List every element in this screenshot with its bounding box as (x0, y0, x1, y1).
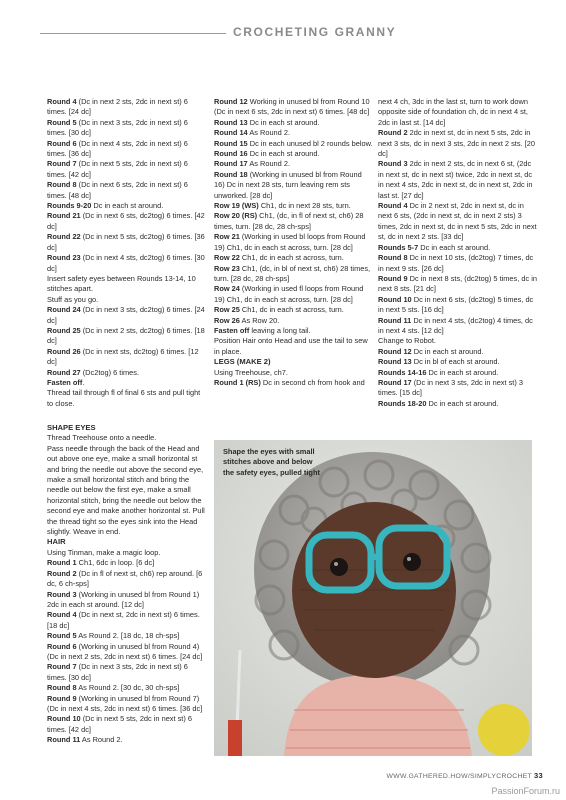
text-column-2 (214, 97, 374, 388)
step-label: Round 13 (378, 357, 412, 367)
pattern-line (47, 433, 207, 443)
pattern-line (47, 201, 207, 211)
pattern-line (214, 368, 374, 378)
step-label: Rounds 9-20 (47, 201, 92, 211)
step-text: Ch1, (dc, in fl of next st, ch6) 28 times, turn. [28 dc, 28 ch-sps] (214, 211, 364, 231)
pattern-line (378, 378, 538, 399)
step-label: Round 11 (378, 315, 412, 325)
step-text: As Row 20. (239, 315, 280, 325)
pattern-line (47, 590, 207, 611)
step-label: Round 17 (378, 377, 412, 387)
step-text: (Dc in next 6 sts, 2dc in next st) 6 times. [48 dc] (47, 180, 188, 200)
pattern-line (214, 336, 374, 357)
step-text: Ch1, 6dc in loop. [6 dc] (76, 558, 155, 568)
pattern-line (47, 253, 207, 274)
pattern-line (47, 558, 207, 568)
pattern-line (214, 316, 374, 326)
step-text: As Round 2. [18 dc, 18 ch-sps] (76, 631, 180, 641)
step-label: Round 14 (214, 128, 248, 138)
step-label: Round 10 (47, 714, 81, 724)
pattern-line (214, 326, 374, 336)
step-text: Dc in bl of each st around. (411, 357, 500, 367)
step-text: As Round 2. (80, 735, 123, 745)
page-number: 33 (534, 771, 543, 780)
pattern-line (214, 211, 374, 232)
step-text: Dc in next 8 sts, (dc2tog) 5 times, dc in next 8 sts. [21 dc] (378, 273, 537, 294)
step-text: (Dc in next 2 sts, dc2tog) 6 times. [18 dc] (47, 325, 205, 346)
pattern-line (47, 326, 207, 347)
step-text: (Working in used bl loops from Round 19) Ch1, dc in each st across, turn. [28 dc] (214, 232, 366, 252)
pattern-line (47, 735, 207, 745)
pattern-line (378, 97, 538, 128)
step-text: Dc in 2 next st, 2dc in next st, dc in next 6 sts, (2dc in next st, dc in next 2 sts) 3 times, 2dc in next st, dc in next 5 sts, 2dc in next st, dc in next 2 sts. [33 dc] (378, 201, 537, 242)
step-text: (Dc in fl of next st, ch6) rep around. [6 dc, 6 ch-sps] (47, 568, 203, 589)
step-text: (Working in unused bl from Round 4) (Dc in next 2 sts, 2dc in next st) 6 times. [24 dc] (47, 641, 203, 661)
pattern-line (47, 610, 207, 631)
step-text: (Dc in next sts, dc2tog) 6 times. [12 dc] (47, 346, 199, 367)
step-label: Round 8 (378, 253, 408, 263)
pattern-line (47, 368, 207, 378)
step-text: Dc in each st around. (426, 398, 499, 408)
step-label: Round 24 (47, 305, 81, 315)
step-text: . (82, 377, 85, 387)
step-text: Dc in next 4 sts, (dc2tog) 4 times, dc in next 4 sts. [12 dc] (378, 315, 533, 335)
step-label: Round 7 (47, 159, 77, 169)
pattern-line (47, 347, 207, 368)
pattern-line (214, 97, 374, 118)
pattern-line (47, 180, 207, 201)
pattern-line (378, 128, 538, 159)
step-text: next 4 ch, 3dc in the last st, turn to work down opposite side of foundation ch, dc in next 4 st, 2dc in last st. [14 dc] (378, 97, 528, 127)
watermark: PassionForum.ru (491, 786, 560, 796)
pattern-line (47, 631, 207, 641)
step-label: Round 1 (47, 558, 77, 568)
step-label: Round 4 (47, 97, 77, 106)
pattern-line (214, 201, 374, 211)
step-label: Round 12 (378, 346, 412, 356)
step-text: Dc in next 10 sts, (dc2tog) 7 times, dc in next 9 sts. [26 dc] (378, 253, 534, 273)
footer-url: WWW.GATHERED.HOW/SIMPLYCROCHET (386, 773, 532, 780)
step-text: Ch1, dc in each st across, turn. (239, 305, 344, 315)
step-text: Ch1, dc in each st across, turn. (239, 253, 344, 263)
pattern-line (214, 305, 374, 315)
step-text: (Dc in next 5 sts, 2dc in next st) 6 times. [42 dc] (47, 159, 188, 179)
step-text: Insert safety eyes between Rounds 13-14, 10 stitches apart. (47, 273, 196, 294)
step-text: Using Treehouse, ch7. (214, 367, 288, 377)
pattern-line (214, 149, 374, 159)
step-text: Thread Treehouse onto a needle. (47, 433, 157, 443)
text-column-4 (47, 423, 207, 746)
step-label: Round 8 (47, 180, 77, 190)
pattern-line (378, 357, 538, 367)
pattern-line (214, 118, 374, 128)
step-text: Position Hair onto Head and use the tail to sew in place. (214, 336, 368, 356)
step-text: (Dc in next 5 sts, 2dc in next st) 6 times. [42 dc] (47, 714, 192, 734)
step-text: Dc in each st around. (247, 149, 320, 159)
step-text: (Dc in next st, 2dc in next st) 6 times. [18 dc] (47, 610, 200, 630)
step-label: Round 12 (214, 97, 248, 106)
step-text: Stuff as you go. (47, 294, 99, 304)
step-label: Row 21 (214, 232, 240, 242)
step-label: Round 21 (47, 211, 81, 221)
step-label: Round 2 (378, 128, 408, 138)
pattern-line (214, 253, 374, 263)
pattern-line (378, 274, 538, 295)
section-title: CROCHETING GRANNY (233, 25, 397, 39)
pattern-line (378, 368, 538, 378)
section-heading: SHAPE EYES (47, 423, 96, 432)
step-text: 2dc in next st, dc in next 5 sts, 2dc in next 3 sts, dc in next 3 sts, 2dc in next 2 sts. [20 dc] (378, 128, 535, 159)
pattern-line (214, 159, 374, 169)
pattern-line (378, 347, 538, 357)
pattern-line (378, 295, 538, 316)
step-text: As Round 2. (247, 159, 290, 169)
section-heading: HAIR (47, 537, 66, 547)
pattern-line (378, 159, 538, 201)
section-heading: LEGS (MAKE 2) (214, 357, 271, 367)
step-label: Row 20 (RS) (214, 211, 258, 221)
step-text: (Working in unused bl from Round 1) 2dc in each st around. [12 dc] (47, 589, 200, 609)
step-text: Dc in second ch from hook and (260, 377, 365, 387)
step-text: (Dc in next 3 sts, dc2tog) 6 times. [24 dc] (47, 305, 205, 325)
pattern-line (47, 548, 207, 558)
step-label: Round 11 (47, 735, 81, 745)
step-label: Round 25 (47, 325, 81, 335)
step-label: Round 23 (47, 253, 81, 263)
photo-caption: Shape the eyes with small stitches above and below the safety eyes, pulled tight (223, 447, 320, 477)
page-footer (387, 771, 543, 780)
pattern-line (378, 316, 538, 337)
step-label: Round 3 (47, 589, 77, 599)
step-label: Fasten off (47, 377, 83, 387)
step-text: 2dc in next 2 sts, dc in next 6 st, (2dc in next st, dc in next st) twice, 2dc in next st, dc in next 4 sts, 2dc in next st, dc in next st, 2dc in last st. [27 dc] (378, 159, 533, 200)
step-text: Dc in each st around. (418, 242, 491, 252)
pattern-line (47, 232, 207, 253)
pattern-line (47, 274, 207, 295)
step-label: Row 25 (214, 305, 240, 315)
step-label: Rounds 14-16 (378, 367, 427, 377)
step-label: Round 13 (214, 117, 248, 127)
step-label: Row 26 (214, 315, 240, 325)
step-label: Round 22 (47, 232, 81, 242)
pattern-line (47, 295, 207, 305)
step-text: Change to Robot. (378, 336, 436, 346)
step-label: Round 5 (47, 631, 77, 641)
step-label: Round 26 (47, 346, 81, 356)
step-label: Fasten off (214, 325, 250, 335)
step-text: Working in unused bl from Round 10 (Dc in next 6 sts, 2dc in next st) 6 times. [48 dc] (214, 97, 370, 117)
pattern-line (47, 388, 207, 409)
step-label: Round 4 (378, 201, 408, 211)
step-text: (Dc in next 4 sts, 2dc in next st) 6 times. [36 dc] (47, 138, 188, 159)
pattern-line (47, 378, 207, 388)
step-text: (Dc in next 4 sts, dc2tog) 6 times. [30 dc] (47, 253, 205, 273)
step-text: (Dc2tog) 6 times. (80, 367, 139, 377)
step-label: Round 6 (47, 138, 77, 148)
step-label: Rounds 5-7 (378, 242, 419, 252)
step-label: Round 8 (47, 683, 77, 693)
step-text: Using Tinman, make a magic loop. (47, 547, 161, 557)
step-label: Round 10 (378, 294, 412, 304)
step-text: (Dc in next 3 sts, 2dc in next st) 6 times. [30 dc] (47, 662, 188, 682)
pattern-line (214, 378, 374, 388)
pattern-line (47, 305, 207, 326)
step-text: (Dc in next 2 sts, 2dc in next st) 6 times. [24 dc] (47, 97, 188, 117)
pattern-line (214, 128, 374, 138)
step-text: As Round 2. (247, 128, 290, 138)
pattern-line (47, 118, 207, 139)
step-label: Round 7 (47, 662, 77, 672)
pattern-line (214, 264, 374, 285)
pattern-line (47, 694, 207, 715)
step-text: (Working in unused bl from Round 16) Dc in next 28 sts, turn leaving rem sts unworked. [28 dc] (214, 169, 362, 200)
step-text: (Working in unused bl from Round 7) (Dc in next 4 sts, 2dc in next st) 6 times. [36 dc] (47, 693, 203, 713)
step-text: Dc in each st around. (426, 367, 499, 377)
step-text: Dc in each st around. (91, 201, 164, 211)
step-text: Pass needle through the back of the Head and out above one eye, make a small horizontal st and bring the needle out above the second eye, make a small horizontal stitch and bring the needle out below the first eye, make a small horizontal stitch, bring the needle out below the second eye and make another horizontal st. Pull the thread tight so the eyes sink into the Head slightly. Weave in end. (47, 443, 205, 537)
pattern-line (214, 284, 374, 305)
step-label: Row 24 (214, 284, 240, 294)
step-text: leaving a long tail. (249, 325, 311, 335)
granny-doll-photo (214, 440, 532, 756)
pattern-line (47, 139, 207, 160)
text-column-3 (378, 97, 538, 409)
step-label: Round 1 (RS) (214, 377, 261, 387)
pattern-line (378, 253, 538, 274)
step-label: Row 22 (214, 253, 240, 263)
pattern-line (214, 232, 374, 253)
step-label: Round 4 (47, 610, 77, 620)
pattern-line (47, 569, 207, 590)
doll-illustration (214, 440, 532, 756)
pattern-line (378, 243, 538, 253)
text-column-1 (47, 97, 207, 409)
step-text: Dc in next 6 sts, (dc2tog) 5 times, dc in next 5 sts. [16 dc] (378, 294, 534, 315)
pattern-line (47, 97, 207, 118)
step-text: Ch1, dc in next 28 sts, turn. (258, 201, 351, 211)
pattern-line (47, 662, 207, 683)
pattern-line (47, 714, 207, 735)
step-text: Ch1, (dc, in bl of next st, ch6) 28 times, turn. [28 dc, 28 ch-sps] (214, 263, 371, 283)
step-label: Round 9 (378, 273, 408, 283)
page-header (0, 22, 566, 46)
step-label: Round 18 (214, 169, 248, 179)
step-label: Round 3 (378, 159, 408, 169)
step-text: (Dc in next 3 sts, 2dc in next st) 6 times. [30 dc] (47, 117, 188, 138)
pattern-line (214, 170, 374, 201)
step-text: (Dc in next 6 sts, dc2tog) 6 times. [42 dc] (47, 211, 205, 231)
step-label: Round 2 (47, 568, 77, 578)
header-rule (40, 33, 226, 34)
step-label: Round 17 (214, 159, 248, 169)
pattern-line (378, 336, 538, 346)
step-text: As Round 2. [30 dc, 30 ch-sps] (76, 683, 180, 693)
step-text: (Dc in next 5 sts, dc2tog) 6 times. [36 dc] (47, 232, 205, 252)
pattern-line (378, 201, 538, 243)
pattern-line (378, 399, 538, 409)
step-text: Dc in each unused bl 2 rounds below. (247, 138, 373, 148)
step-label: Round 6 (47, 641, 77, 651)
pattern-line (47, 642, 207, 663)
step-label: Rounds 18-20 (378, 398, 427, 408)
step-label: Round 16 (214, 149, 248, 159)
step-text: Dc in each st around. (247, 117, 320, 127)
step-text: Dc in each st around. (411, 346, 484, 356)
pattern-line (214, 139, 374, 149)
pattern-line (47, 683, 207, 693)
step-label: Row 19 (WS) (214, 201, 259, 211)
pattern-line (47, 159, 207, 180)
step-text: Thread tail through fl of final 6 sts and pull tight to close. (47, 388, 201, 408)
pattern-line (47, 211, 207, 232)
step-label: Row 23 (214, 263, 240, 273)
step-label: Round 9 (47, 693, 77, 703)
step-label: Round 5 (47, 117, 77, 127)
step-text: (Working in used fl loops from Round 19) Ch1, dc in each st across, turn. [28 dc] (214, 284, 364, 304)
pattern-line (47, 444, 207, 538)
step-label: Round 27 (47, 367, 81, 377)
step-text: (Dc in next 3 sts, 2dc in next st) 3 times. [15 dc] (378, 377, 523, 398)
step-label: Round 15 (214, 138, 248, 148)
